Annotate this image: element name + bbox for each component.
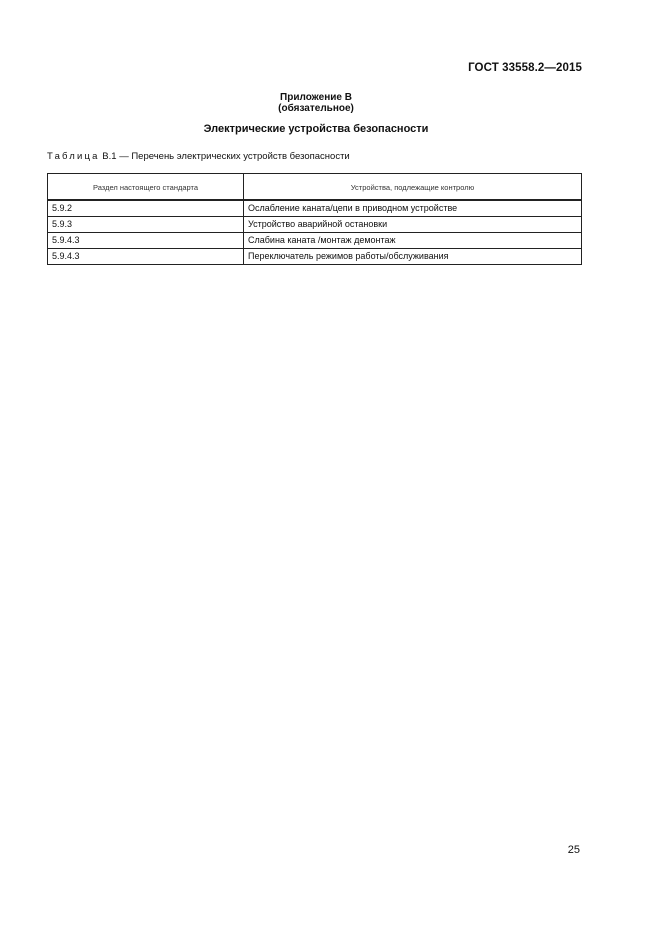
annex-heading: Электрические устройства безопасности <box>203 123 429 135</box>
cell-device: Переключатель режимов работы/обслуживания <box>244 249 582 265</box>
header-device: Устройства, подлежащие контролю <box>244 174 582 201</box>
table-row <box>48 249 582 265</box>
table-caption-text: — Перечень электрических устройств безопасности <box>119 151 350 162</box>
table-row <box>48 200 582 217</box>
table-caption <box>47 151 350 162</box>
cell-section: 5.9.2 <box>48 200 244 217</box>
cell-section: 5.9.3 <box>48 217 244 233</box>
cell-device: Устройство аварийной остановки <box>244 217 582 233</box>
cell-section: 5.9.4.3 <box>48 249 244 265</box>
table-header-row <box>48 174 582 201</box>
table-row <box>48 217 582 233</box>
document-code: ГОСТ 33558.2—2015 <box>468 62 582 74</box>
safety-devices-table <box>47 173 582 265</box>
table-row <box>48 233 582 249</box>
table-caption-label: Таблица <box>47 151 100 162</box>
cell-device: Слабина каната /монтаж демонтаж <box>244 233 582 249</box>
header-section: Раздел настоящего стандарта <box>48 174 244 201</box>
page-number: 25 <box>567 844 580 856</box>
cell-section: 5.9.4.3 <box>48 233 244 249</box>
cell-device: Ослабление каната/цепи в приводном устройстве <box>244 200 582 217</box>
table-caption-number: В.1 <box>102 151 117 162</box>
annex-title: Приложение В <box>280 92 352 103</box>
annex-status: (обязательное) <box>278 103 354 114</box>
